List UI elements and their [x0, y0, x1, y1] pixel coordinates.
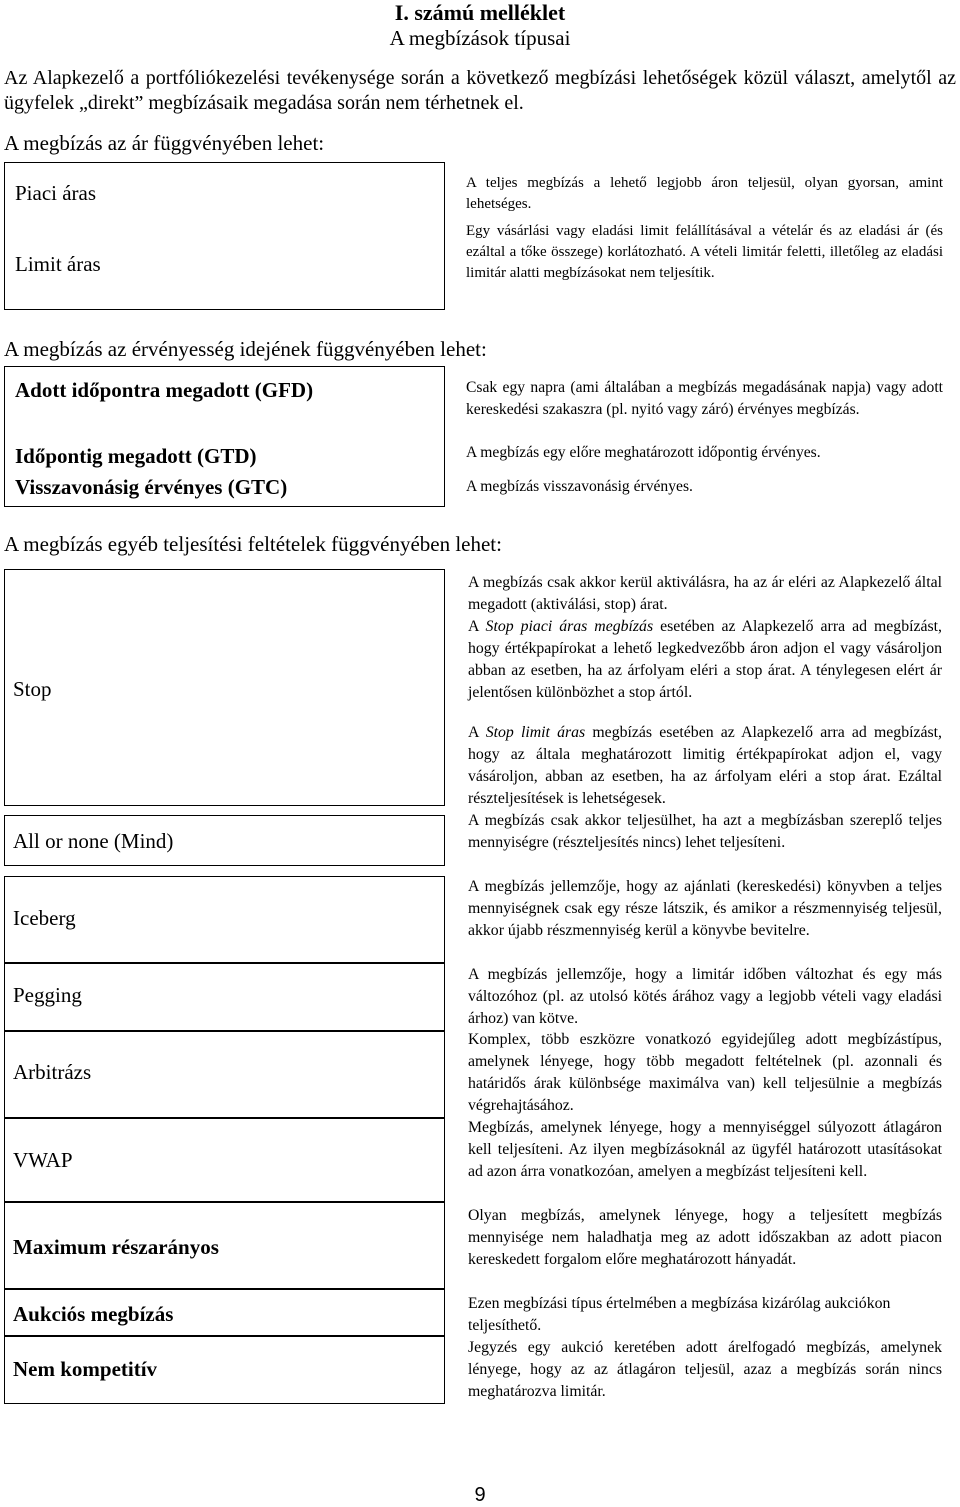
stop-market-term: Stop piaci áras megbízás: [485, 618, 654, 635]
condition-label-max-proportional: Maximum részarányos: [13, 1235, 219, 1259]
validity-desc-gfd: Csak egy napra (ami általában a megbízás megadásának napja) vagy adott kereskedési szakaszra (pl. nyitó vagy záró) érvényes megbízás.: [466, 379, 943, 418]
condition-box-stop: [4, 569, 445, 806]
condition-desc-non-competitive: Jegyzés egy aukció keretében adott árelfogadó megbízás, amelynek lényege, hogy az az átlagáron teljesül, azaz a megbízás során nincs meghatározva limitár.: [468, 1339, 942, 1400]
condition-desc-arbitrage: Komplex, több eszközre vonatkozó egyidejűleg adott megbízástípus, amelynek lényege, hogy több megadott feltételnek (pl. azonnali és határidős árak különbsége maximálva van) kell teljesülnie a megbízás végrehajtásához.: [468, 1031, 942, 1114]
stop-limit-prefix: A: [468, 724, 486, 741]
condition-label-auction: Aukciós megbízás: [13, 1302, 174, 1326]
condition-label-iceberg: Iceberg: [13, 906, 76, 930]
stop-desc-market: [468, 616, 942, 704]
stop-market-prefix: A: [468, 618, 486, 635]
condition-label-pegging: Pegging: [13, 983, 82, 1007]
condition-label-all-or-none: All or none (Mind): [13, 829, 174, 853]
condition-label-arbitrage: Arbitrázs: [13, 1060, 92, 1084]
validity-desc-gtd: A megbízás egy előre meghatározott időpontig érvényes.: [466, 444, 821, 461]
price-type-label-limit: Limit áras: [15, 252, 101, 276]
validity-desc-gtc: A megbízás visszavonásig érvényes.: [466, 478, 693, 495]
validity-label-gfd: Adott időpontra megadott (GFD): [15, 378, 314, 402]
document-subtitle: A megbízások típusai: [389, 26, 571, 50]
section-price-heading: A megbízás az ár függvényében lehet:: [4, 131, 325, 155]
stop-desc-activation: A megbízás csak akkor kerül aktiválásra, ha az ár eléri az Alapkezelő által megadott (aktiválási, stop) árat.: [468, 574, 942, 613]
stop-market-text: esetében az Alapkezelő arra ad megbízást, hogy értékpapírokat a lehető legkedvezőbb áron adjon el vagy vásároljon abban az esetben, ha az árfolyam eléri a stop árat. A ténylegesen elért ár jelentősen különbözhet a stop ártól.: [468, 618, 942, 701]
page-number: 9: [474, 1484, 486, 1506]
price-type-label-market: Piaci áras: [15, 181, 97, 205]
condition-desc-all-or-none: A megbízás csak akkor teljesülhet, ha azt a megbízásban szereplő teljes mennyiségre (részteljesítés nincs) lehet teljesíteni.: [468, 812, 942, 851]
price-type-desc-limit: Egy vásárlási vagy eladási limit felállításával a vételár és az eladási ár (és ezáltal a tőke összege) korlátozható. A vételi limitár feletti, illetőleg az eladási limitár alatti megbízásokat nem teljesítik.: [466, 223, 943, 281]
condition-desc-auction: Ezen megbízási típus értelmében a megbízása kizárólag aukciókon teljesíthető.: [468, 1295, 891, 1334]
section-other-heading: A megbízás egyéb teljesítési feltételek függvényében lehet:: [4, 532, 502, 556]
condition-label-vwap: VWAP: [13, 1148, 73, 1172]
validity-label-gtd: Időpontig megadott (GTD): [15, 444, 257, 468]
condition-label-stop: Stop: [13, 677, 52, 701]
section-validity-heading: A megbízás az érvényesség idejének függvényében lehet:: [4, 337, 487, 361]
stop-desc-limit: [468, 722, 942, 810]
stop-limit-term: Stop limit áras: [485, 724, 586, 741]
validity-label-gtc: Visszavonásig érvényes (GTC): [15, 475, 288, 499]
condition-desc-vwap: Megbízás, amelynek lényege, hogy a mennyiséggel súlyozott átlagáron kell teljesíteni. Az ilyen megbízásoknál az ügyfél határozott utasításokat ad azon árra vonatkozóan, amelyen a megbízást teljesíteni kell.: [468, 1119, 942, 1180]
stop-limit-text: megbízás esetében az Alapkezelő arra ad megbízást, hogy az általa meghatározott limitig értékpapírokat adjon el, vagy vásároljon, abban az esetben, ha az árfolyam eléri a stop árat. Ezáltal részteljesítések is lehetségesek.: [468, 724, 942, 807]
intro-paragraph: Az Alapkezelő a portfóliókezelési tevékenysége során a következő megbízási lehetőségek közül választ, amelytől az ügyfelek „direkt” megbízásaik megadása során nem térhetnek el.: [4, 67, 956, 114]
condition-desc-max-proportional: Olyan megbízás, amelynek lényege, hogy a teljesített megbízás mennyisége nem haladhatja meg az adott időszakban az adott piacon kereskedett forgalom előre meghatározott hányadát.: [468, 1207, 942, 1268]
condition-desc-iceberg: A megbízás jellemzője, hogy az ajánlati (kereskedési) könyvben a teljes mennyiségnek csak egy része látszik, és amikor a részmennyiség teljesül, akkor újabb részmennyiség kerül a könyvbe bevitelre.: [468, 878, 942, 939]
price-type-desc-market: A teljes megbízás a lehető legjobb áron teljesül, olyan gyorsan, amint lehetséges.: [466, 175, 943, 212]
condition-desc-pegging: A megbízás jellemzője, hogy a limitár időben változhat és egy más változóhoz (pl. az utolsó kötés árához vagy a legjobb vételi vagy eladási árhoz) van kötve.: [468, 966, 942, 1027]
document-title: I. számú melléklet: [394, 0, 566, 25]
condition-label-non-competitive: Nem kompetitív: [13, 1357, 158, 1381]
